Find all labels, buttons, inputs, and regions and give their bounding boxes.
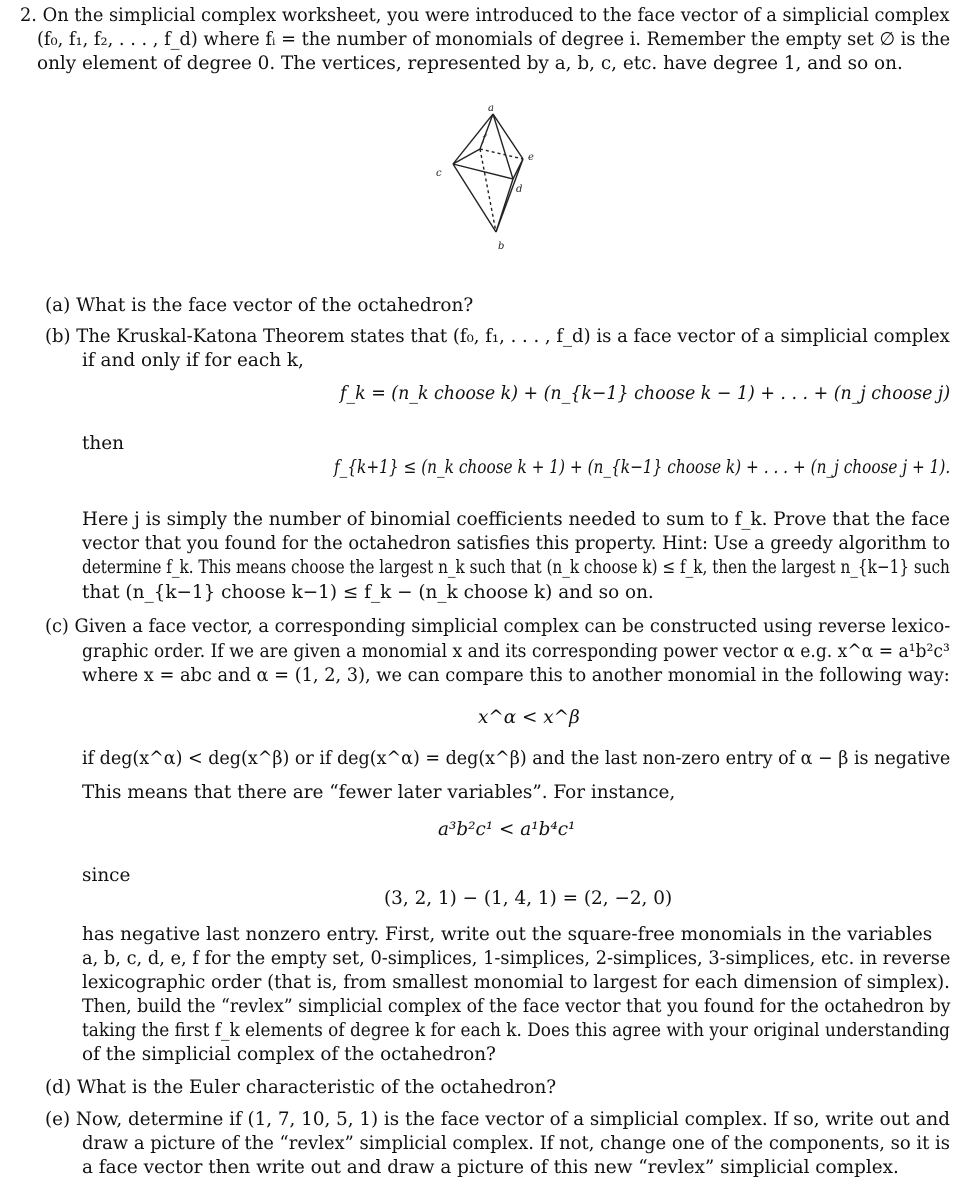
part-d: (d) What is the Euler characteristic of the octahedron? — [45, 1077, 557, 1098]
part-b-rest-3: determine f_k. This means choose the largest n_k such that (n_k choose k) ≤ f_k, then the largest n_{k−1} such — [82, 557, 950, 578]
then-label: then — [82, 433, 124, 454]
part-b-line-1: (b) The Kruskal-Katona Theorem states that (f₀, f₁, . . . , f_d) is a face vector of a simplicial complex — [45, 326, 950, 347]
vertex-label-b: b — [498, 241, 505, 252]
edge-c-d — [453, 164, 513, 179]
part-e-line-3: a face vector then write out and draw a picture of this new “revlex” simplicial complex. — [82, 1157, 899, 1178]
intro-line-3: only element of degree 0. The vertices, represented by a, b, c, etc. have degree 1, and so on. — [37, 53, 903, 74]
intro-line-1: 2. On the simplicial complex worksheet, you were introduced to the face vector of a simplicial complex — [20, 5, 950, 26]
vertex-label-e: e — [528, 152, 534, 163]
since-label: since — [82, 865, 131, 886]
part-c-line-2: graphic order. If we are given a monomial x and its corresponding power vector α e.g. x^α = a¹b²c³ — [82, 641, 950, 662]
part-b-rest-2: vector that you found for the octahedron satisfies this property. Hint: Use a greedy algorithm to — [82, 533, 951, 554]
part-e-line-2: draw a picture of the “revlex” simplicial complex. If not, change one of the components, so it is — [82, 1133, 951, 1154]
part-b-rest-1: Here j is simply the number of binomial coefficients needed to sum to f_k. Prove that the face — [82, 509, 950, 530]
part-a: (a) What is the face vector of the octahedron? — [45, 295, 474, 316]
edge-c-f — [453, 149, 480, 164]
part-b-rest-4: that (n_{k−1} choose k−1) ≤ f_k − (n_k choose k) and so on. — [82, 582, 654, 603]
part-b-line-2: if and only if for each k, — [82, 350, 304, 371]
part-c-line-1: (c) Given a face vector, a corresponding simplicial complex can be constructed using reverse lexico- — [45, 616, 951, 637]
equation-4: a³b²c¹ < a¹b⁴c¹ — [438, 819, 576, 840]
equation-5: (3, 2, 1) − (1, 4, 1) = (2, −2, 0) — [384, 888, 673, 909]
edge-a-d — [493, 114, 513, 179]
part-e-line-1: (e) Now, determine if (1, 7, 10, 5, 1) is the face vector of a simplicial complex. If so, write out and — [45, 1109, 950, 1130]
equation-1: f_k = (n_k choose k) + (n_{k−1} choose k − 1) + . . . + (n_j choose j) — [340, 383, 951, 404]
part-c-rest-4: Then, build the “revlex” simplicial complex of the face vector that you found for the octahedron by — [82, 996, 951, 1017]
edge-a-c — [453, 114, 493, 164]
part-c-rest-3: lexicographic order (that is, from smallest monomial to largest for each dimension of simplex). — [82, 972, 950, 993]
vertex-label-d: d — [516, 184, 523, 195]
equation-2: f_{k+1} ≤ (n_k choose k + 1) + (n_{k−1} choose k) + . . . + (n_j choose j + 1). — [334, 457, 951, 478]
part-c-rest-6: of the simplicial complex of the octahedron? — [82, 1044, 496, 1065]
condition-line: if deg(x^α) < deg(x^β) or if deg(x^α) = deg(x^β) and the last non-zero entry of α − β is negative — [82, 748, 951, 769]
edge-d-b — [496, 179, 513, 232]
edge-a-e — [493, 114, 523, 159]
part-c-rest-5: taking the first f_k elements of degree k for each k. Does this agree with your original understanding — [82, 1020, 950, 1041]
vertex-label-c: c — [436, 168, 442, 179]
vertex-label-f: f — [482, 134, 486, 145]
equation-3: x^α < x^β — [478, 707, 580, 728]
fewer-later-line: This means that there are “fewer later variables”. For instance, — [82, 782, 676, 803]
part-c-rest-1: has negative last nonzero entry. First, write out the square-free monomials in the variables — [82, 924, 933, 945]
part-c-rest-2: a, b, c, d, e, f for the empty set, 0-simplices, 1-simplices, 2-simplices, 3-simplices, etc. in reverse — [82, 948, 951, 969]
part-c-line-3: where x = abc and α = (1, 2, 3), we can compare this to another monomial in the following way: — [82, 665, 950, 686]
octahedron-figure — [418, 104, 568, 254]
vertex-label-a: a — [488, 104, 494, 114]
intro-line-2: (f₀, f₁, f₂, . . . , f_d) where fᵢ = the number of monomials of degree i. Remember the empty set ∅ is the — [37, 29, 951, 50]
